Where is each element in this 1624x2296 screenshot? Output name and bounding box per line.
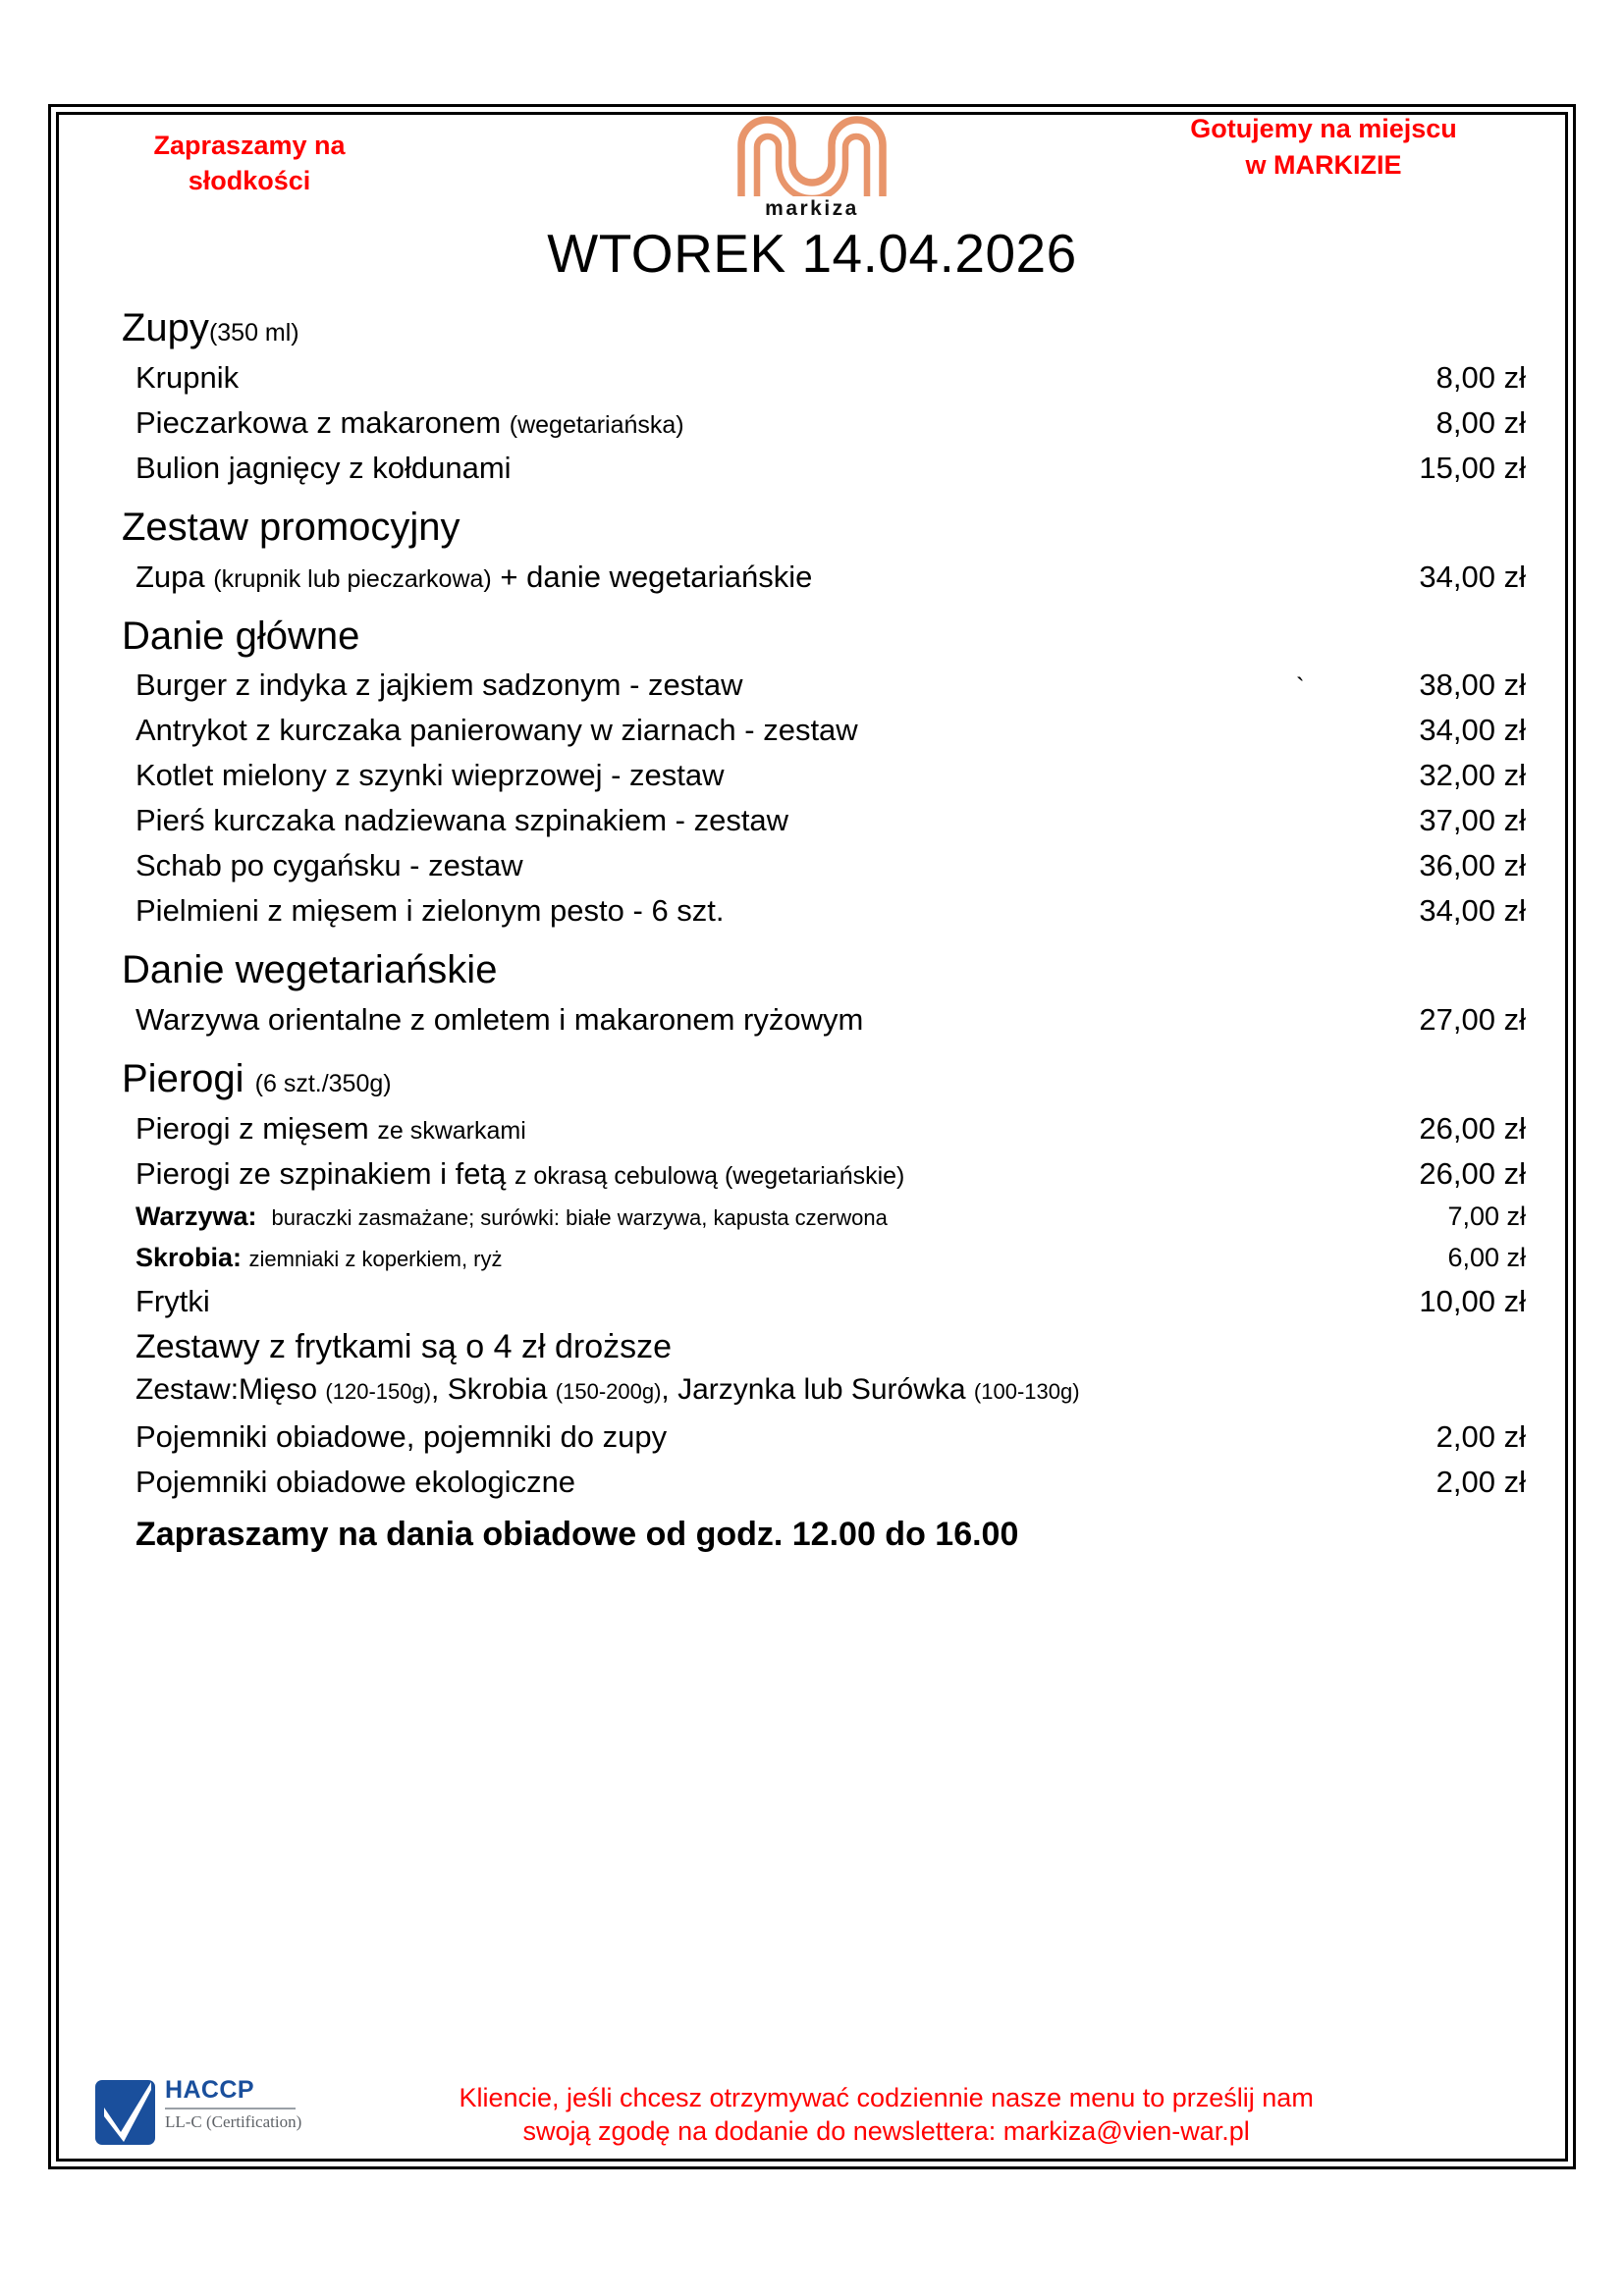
- section-heading-zupy: [122, 304, 1526, 352]
- set-composition-note: [122, 1367, 1526, 1414]
- item-name: [135, 404, 684, 440]
- section-title-danie-glowne: Danie główne: [122, 614, 360, 658]
- menu-footer: [51, 2075, 1573, 2149]
- item-name: [135, 1242, 503, 1272]
- markiza-logo: [719, 112, 905, 221]
- menu-frame: [48, 104, 1576, 2169]
- item-name: Frytki: [135, 1283, 210, 1318]
- item-name-main: Zupa: [135, 559, 205, 594]
- item-name-extra: + danie wegetariańskie: [500, 559, 813, 594]
- markiza-logo-wordmark: markiza: [765, 197, 859, 220]
- item-price: 36,00 zł: [1419, 848, 1526, 883]
- menu-row: [122, 752, 1526, 797]
- item-name-note: (krupnik lub pieczarkowa): [213, 564, 492, 593]
- item-name-main: Pieczarkowa z makaronem: [135, 404, 502, 440]
- cooking-note-line-1: Gotujemy na miejscu: [1190, 114, 1457, 143]
- set-composition-qty-3: (100-130g): [973, 1379, 1080, 1405]
- menu-row: [122, 707, 1526, 752]
- menu-row: [122, 842, 1526, 887]
- menu-row-container: [122, 1414, 1526, 1459]
- menu-content: [51, 107, 1573, 2166]
- item-price: 38,00 zł: [1419, 667, 1526, 703]
- menu-row-fries: [122, 1278, 1526, 1323]
- item-name-main: Pierogi z mięsem: [135, 1110, 369, 1146]
- item-name: [135, 1155, 905, 1191]
- set-composition-qty-1: (120-150g): [325, 1379, 432, 1405]
- menu-row: [122, 1105, 1526, 1150]
- sweets-note-line-1: Zapraszamy na: [153, 131, 346, 160]
- menu-row: [122, 1150, 1526, 1196]
- menu-row-side: [122, 1196, 1526, 1237]
- haccp-checkmark-icon: [94, 2077, 156, 2148]
- item-price: 37,00 zł: [1419, 803, 1526, 838]
- section-heading-danie-wegetarianskie: [122, 946, 1526, 994]
- item-name: Warzywa orientalne z omletem i makaronem ryżowym: [135, 1002, 864, 1038]
- item-price: 34,00 zł: [1419, 893, 1526, 929]
- item-name: Pojemniki obiadowe ekologiczne: [135, 1465, 576, 1500]
- item-name-note: (wegetariańska): [509, 410, 684, 439]
- item-name: Kotlet mielony z szynki wieprzowej - zestaw: [135, 758, 725, 793]
- item-name: Burger z indyka z jajkiem sadzonym - zestaw: [135, 667, 743, 703]
- item-name: [135, 1203, 888, 1230]
- sweets-invitation-note: [122, 129, 377, 198]
- newsletter-line-2: swoją zgodę na dodanie do newslettera: markiza@vien-war.pl: [522, 2116, 1250, 2147]
- side-label: Skrobia:: [135, 1242, 243, 1272]
- item-price: 32,00 zł: [1419, 758, 1526, 793]
- item-price: 34,00 zł: [1419, 559, 1526, 594]
- item-name: Pielmieni z mięsem i zielonym pesto - 6 szt.: [135, 893, 725, 929]
- item-name-note: z okrasą cebulową (wegetariańskie): [514, 1161, 905, 1190]
- menu-row: [122, 445, 1526, 490]
- item-price: 26,00 zł: [1419, 1110, 1526, 1146]
- menu-row-container: [122, 1459, 1526, 1504]
- menu-header: [51, 107, 1573, 223]
- section-title-pierogi: Pierogi: [122, 1057, 244, 1101]
- section-title-zestaw-promocyjny: Zestaw promocyjny: [122, 505, 460, 549]
- section-heading-pierogi: [122, 1055, 1526, 1103]
- haccp-subtitle: LL-C (Certification): [165, 2111, 302, 2131]
- item-price: 2,00 zł: [1435, 1465, 1526, 1500]
- stray-tick-artifact: `: [1296, 672, 1305, 702]
- set-composition-part-3: , Jarzynka lub Surówka: [661, 1373, 966, 1407]
- item-name: [135, 1110, 526, 1146]
- haccp-title: HACCP: [165, 2075, 254, 2104]
- newsletter-invitation: [243, 2075, 1530, 2149]
- menu-row: [122, 797, 1526, 842]
- newsletter-line-1: Kliencie, jeśli chcesz otrzymywać codziennie nasze menu to prześlij nam: [459, 2082, 1314, 2112]
- section-title-zupy: Zupy: [122, 306, 209, 349]
- section-heading-danie-glowne: [122, 613, 1526, 661]
- item-price: 2,00 zł: [1435, 1419, 1526, 1455]
- side-description: ziemniaki z koperkiem, ryż: [248, 1246, 503, 1271]
- set-composition-qty-2: (150-200g): [555, 1379, 662, 1405]
- section-qty-zupy: (350 ml): [208, 319, 299, 347]
- item-price: 34,00 zł: [1419, 713, 1526, 748]
- cooking-onsite-note: [1117, 111, 1530, 185]
- menu-row: [122, 354, 1526, 400]
- cooking-note-line-2: w MARKIZIE: [1245, 150, 1402, 181]
- menu-row: [122, 554, 1526, 599]
- menu-sections: [51, 281, 1573, 1554]
- menu-row-side: [122, 1237, 1526, 1278]
- section-title-danie-wegetarianskie: Danie wegetariańskie: [122, 948, 498, 992]
- menu-row: [122, 996, 1526, 1041]
- item-name: Pojemniki obiadowe, pojemniki do zupy: [135, 1419, 668, 1455]
- item-name-main: Pierogi ze szpinakiem i fetą: [135, 1155, 507, 1191]
- item-name: Pierś kurczaka nadziewana szpinakiem - zestaw: [135, 803, 789, 838]
- item-price: 7,00 zł: [1447, 1201, 1526, 1231]
- menu-row: [122, 887, 1526, 933]
- sweets-note-line-2: słodkości: [188, 165, 311, 195]
- fries-surcharge-note: Zestawy z frytkami są o 4 zł droższe: [135, 1327, 673, 1365]
- item-name: Schab po cygańsku - zestaw: [135, 848, 523, 883]
- item-price: 8,00 zł: [1435, 359, 1526, 395]
- section-qty-pierogi: (6 szt./350g): [254, 1070, 392, 1098]
- item-name-note: ze skwarkami: [377, 1116, 526, 1145]
- item-name: Bulion jagnięcy z kołdunami: [135, 450, 512, 485]
- item-price: 27,00 zł: [1419, 1002, 1526, 1038]
- side-description: buraczki zasmażane; surówki: białe warzywa, kapusta czerwona: [271, 1204, 888, 1230]
- item-price: 8,00 zł: [1435, 404, 1526, 440]
- item-price: 26,00 zł: [1419, 1155, 1526, 1191]
- side-label: Warzywa:: [135, 1201, 257, 1231]
- item-price: 15,00 zł: [1419, 450, 1526, 485]
- item-name: Antrykot z kurczaka panierowany w ziarnach - zestaw: [135, 713, 858, 748]
- item-price: 10,00 zł: [1419, 1283, 1526, 1318]
- set-composition-part-2: , Skrobia: [431, 1373, 548, 1407]
- menu-row: [122, 662, 1526, 707]
- set-composition-part-1: Zestaw:Mięso: [135, 1373, 318, 1407]
- markiza-m-logo-icon: [733, 112, 891, 196]
- section-heading-zestaw-promocyjny: [122, 504, 1526, 552]
- item-price: 6,00 zł: [1447, 1242, 1526, 1272]
- opening-hours-note: Zapraszamy na dania obiadowe od godz. 12.00 do 16.00: [135, 1516, 1019, 1554]
- menu-row: [122, 400, 1526, 445]
- item-name: [135, 561, 812, 592]
- menu-date-title: WTOREK 14.04.2026: [547, 223, 1077, 284]
- item-name: Krupnik: [135, 359, 240, 395]
